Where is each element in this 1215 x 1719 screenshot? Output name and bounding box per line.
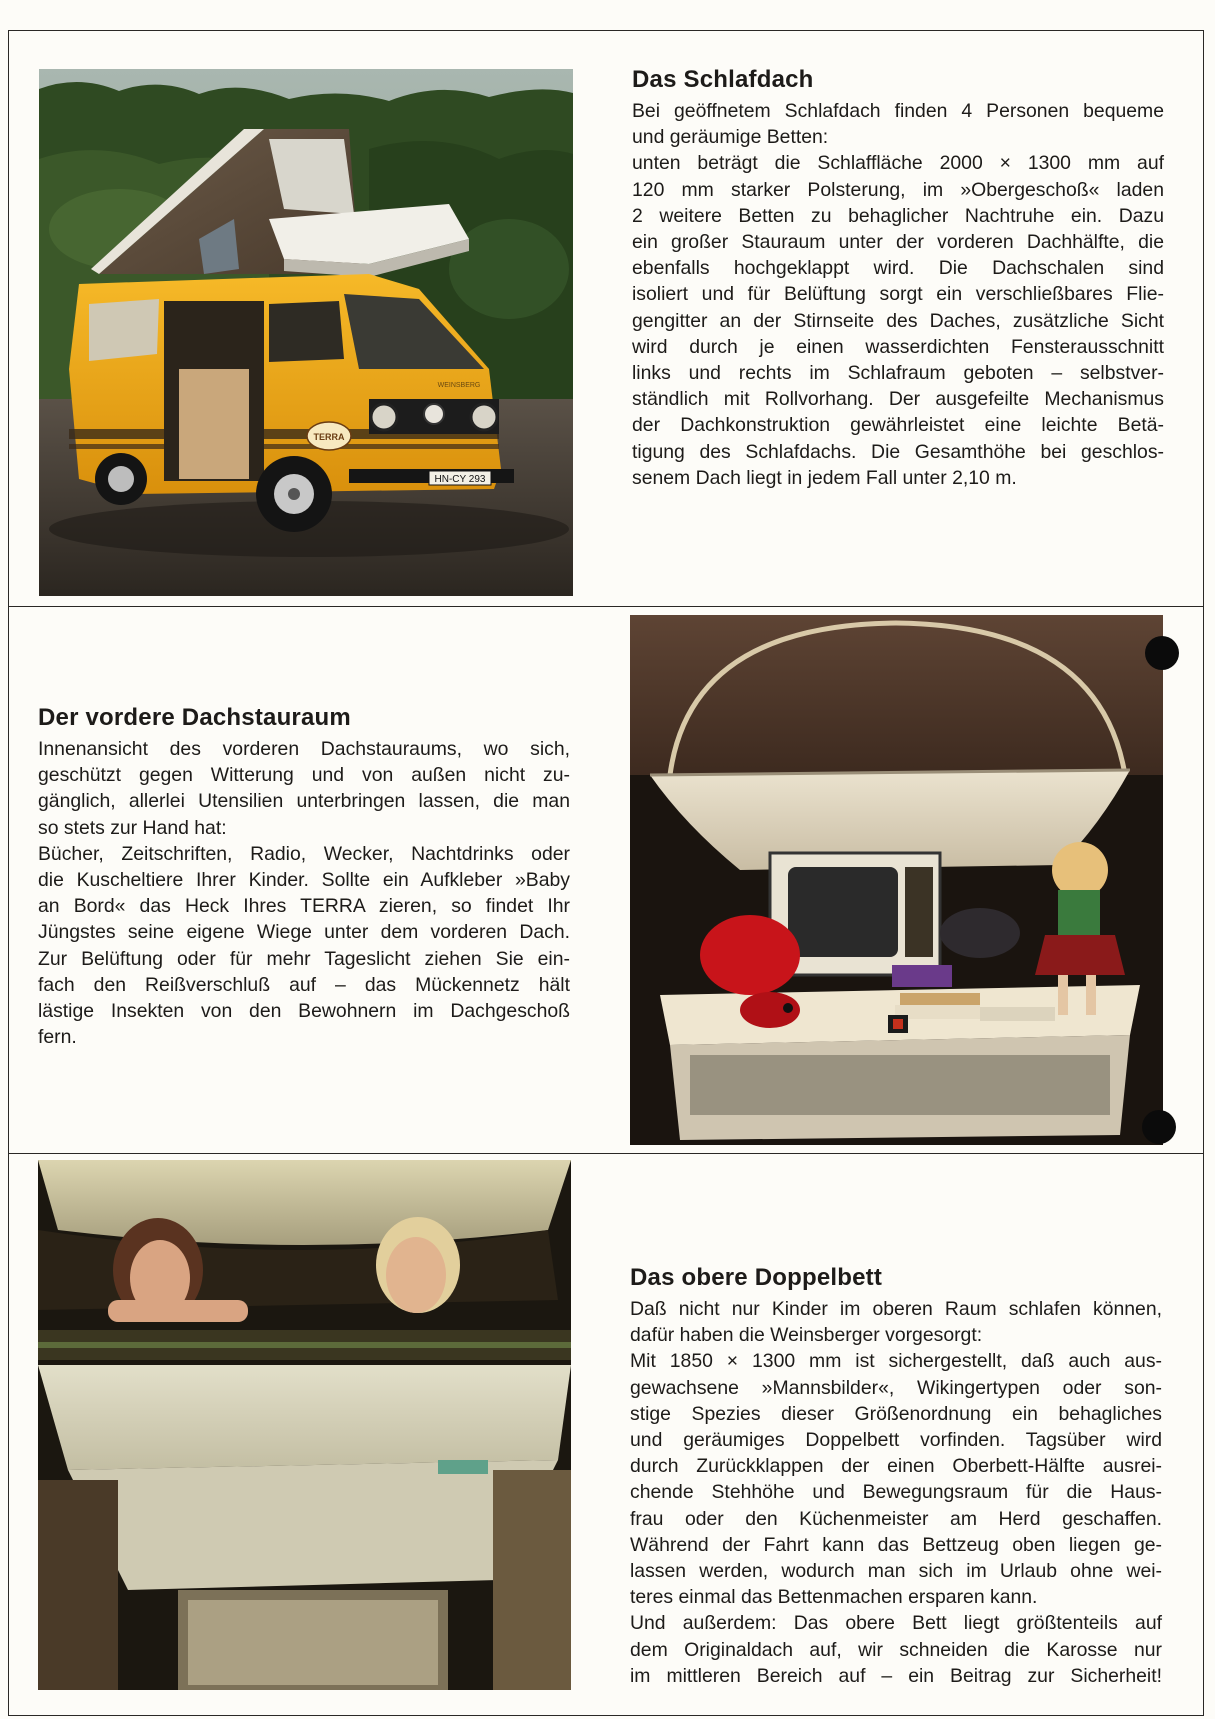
section-schlafdach: [632, 66, 1164, 491]
divider-2: [8, 1153, 1204, 1154]
text-line: Während der Fahrt kann das Bettzeug oben liegen ge-: [630, 1533, 1162, 1556]
text-line: gewachsene »Mannsbilder«, Wikingertypen oder son-: [630, 1376, 1162, 1399]
text-line: dem Originaldach auf, wir schneiden die Karosse nur: [630, 1638, 1162, 1661]
license-plate: HN-CY 293: [434, 474, 486, 485]
text-line: fach den Reißverschluß auf – das Mückennetz hält: [38, 973, 570, 996]
text-line: Bücher, Zeitschriften, Radio, Wecker, Nachtdrinks oder: [38, 842, 570, 865]
heading-dachstauraum: Der vordere Dachstauraum: [38, 704, 351, 731]
van-brand-text: WEINSBERG: [437, 382, 481, 389]
text-line: geschützt gegen Witterung und von außen nicht zu-: [38, 764, 570, 787]
text-line: ebenfalls hochgeklappt wird. Die Dachschalen sind: [632, 257, 1164, 280]
text-line: die Kuscheltiere Ihrer Kinder. Sollte ein Aufkleber »Baby: [38, 869, 570, 892]
paragraph-schlafdach: [632, 98, 1164, 491]
text-line: Daß nicht nur Kinder im oberen Raum schlafen können,: [630, 1298, 1162, 1320]
paragraph-dachstauraum: [38, 736, 570, 1050]
text-line: fern.: [38, 1026, 77, 1049]
text-line: dafür haben die Weinsberger vorgesorgt:: [630, 1324, 983, 1347]
heading-doppelbett: Das obere Doppelbett: [630, 1264, 883, 1291]
text-line: stige Spezies dieser Größenordnung ein behagliches: [630, 1402, 1162, 1425]
paragraph-doppelbett: [630, 1296, 1162, 1689]
text-line: 120 mm starker Polsterung, im »Obergeschoß« laden: [632, 178, 1164, 201]
section-doppelbett: [630, 1264, 1162, 1689]
text-line: ein großer Stauraum unter der vorderen Dachhälfte, die: [632, 231, 1164, 254]
text-line: Zur Belüftung oder für mehr Tageslicht ziehen Sie ein-: [38, 947, 570, 970]
text-line: chende Stehhöhe und Bewegungsraum für die Haus-: [630, 1481, 1162, 1504]
terra-badge: TERRA: [313, 432, 345, 442]
punch-hole-icon: [1142, 1110, 1176, 1144]
heading-schlafdach: Das Schlafdach: [632, 66, 814, 93]
text-line: und geräumige Betten:: [632, 126, 829, 149]
text-line: Bei geöffnetem Schlafdach finden 4 Personen bequeme: [632, 100, 1164, 122]
text-line: teres einmal das Bettenmachen ersparen kann.: [630, 1586, 1038, 1609]
text-line: durch Zurückklappen der einen Oberbett-Hälfte ausrei-: [630, 1455, 1162, 1478]
text-line: isoliert und für Belüftung sorgt ein verschließbares Flie-: [632, 283, 1164, 306]
text-line: gänglich, allerlei Utensilien unterbringen lassen, die man: [38, 790, 570, 813]
text-line: 2 weitere Betten zu behaglicher Nachtruhe ein. Dazu: [632, 204, 1164, 227]
text-line: Jüngstes seine eigene Wiege unter dem vorderen Dach.: [38, 921, 570, 944]
text-line: ständlich mit Rollvorhang. Der ausgefeilte Mechanismus: [632, 388, 1164, 411]
text-line: und geräumiges Doppelbett vorfinden. Tagsüber wird: [630, 1429, 1162, 1452]
text-line: links und rechts im Schlafraum geboten – selbstver-: [632, 362, 1164, 385]
text-line: gengitter an der Stirnseite des Daches, zusätzliche Sicht: [632, 309, 1164, 332]
text-line: frau oder den Küchenmeister am Herd geschaffen.: [630, 1507, 1162, 1530]
text-line: wird durch je einen wasserdichten Fensterausschnitt: [632, 335, 1164, 358]
text-line: Und außerdem: Das obere Bett liegt größtenteils auf: [630, 1612, 1162, 1635]
text-line: der Dachkonstruktion gewährleistet eine leichte Betä-: [632, 414, 1164, 437]
section-dachstauraum: [38, 704, 570, 1050]
text-line: lassen werden, wodurch man sich im Urlaub ohne wei-: [630, 1560, 1162, 1583]
text-line: tigung des Schlafdachs. Die Gesamthöhe bei geschlos-: [632, 440, 1164, 463]
divider-1: [8, 606, 1204, 607]
text-line: im mittleren Bereich auf – ein Beitrag zur Sicherheit!: [630, 1664, 1162, 1687]
text-line: an Bord« das Heck Ihres TERRA zieren, so findet Ihr: [38, 895, 570, 918]
text-line: so stets zur Hand hat:: [38, 816, 227, 839]
photo-roof-storage-interior: [630, 615, 1163, 1145]
text-line: Mit 1850 × 1300 mm ist sichergestellt, daß auch aus-: [630, 1350, 1162, 1373]
text-line: unten beträgt die Schlaffläche 2000 × 1300 mm auf: [632, 152, 1164, 175]
photo-van-pop-top: [39, 69, 573, 596]
text-line: Innenansicht des vorderen Dachstauraums, wo sich,: [38, 738, 570, 760]
photo-upper-double-bed: [38, 1160, 571, 1690]
text-line: lästige Insekten von den Bewohnern im Dachgeschoß: [38, 1000, 570, 1023]
text-line: senem Dach liegt in jedem Fall unter 2,10 m.: [632, 466, 1017, 489]
punch-hole-icon: [1145, 636, 1179, 670]
